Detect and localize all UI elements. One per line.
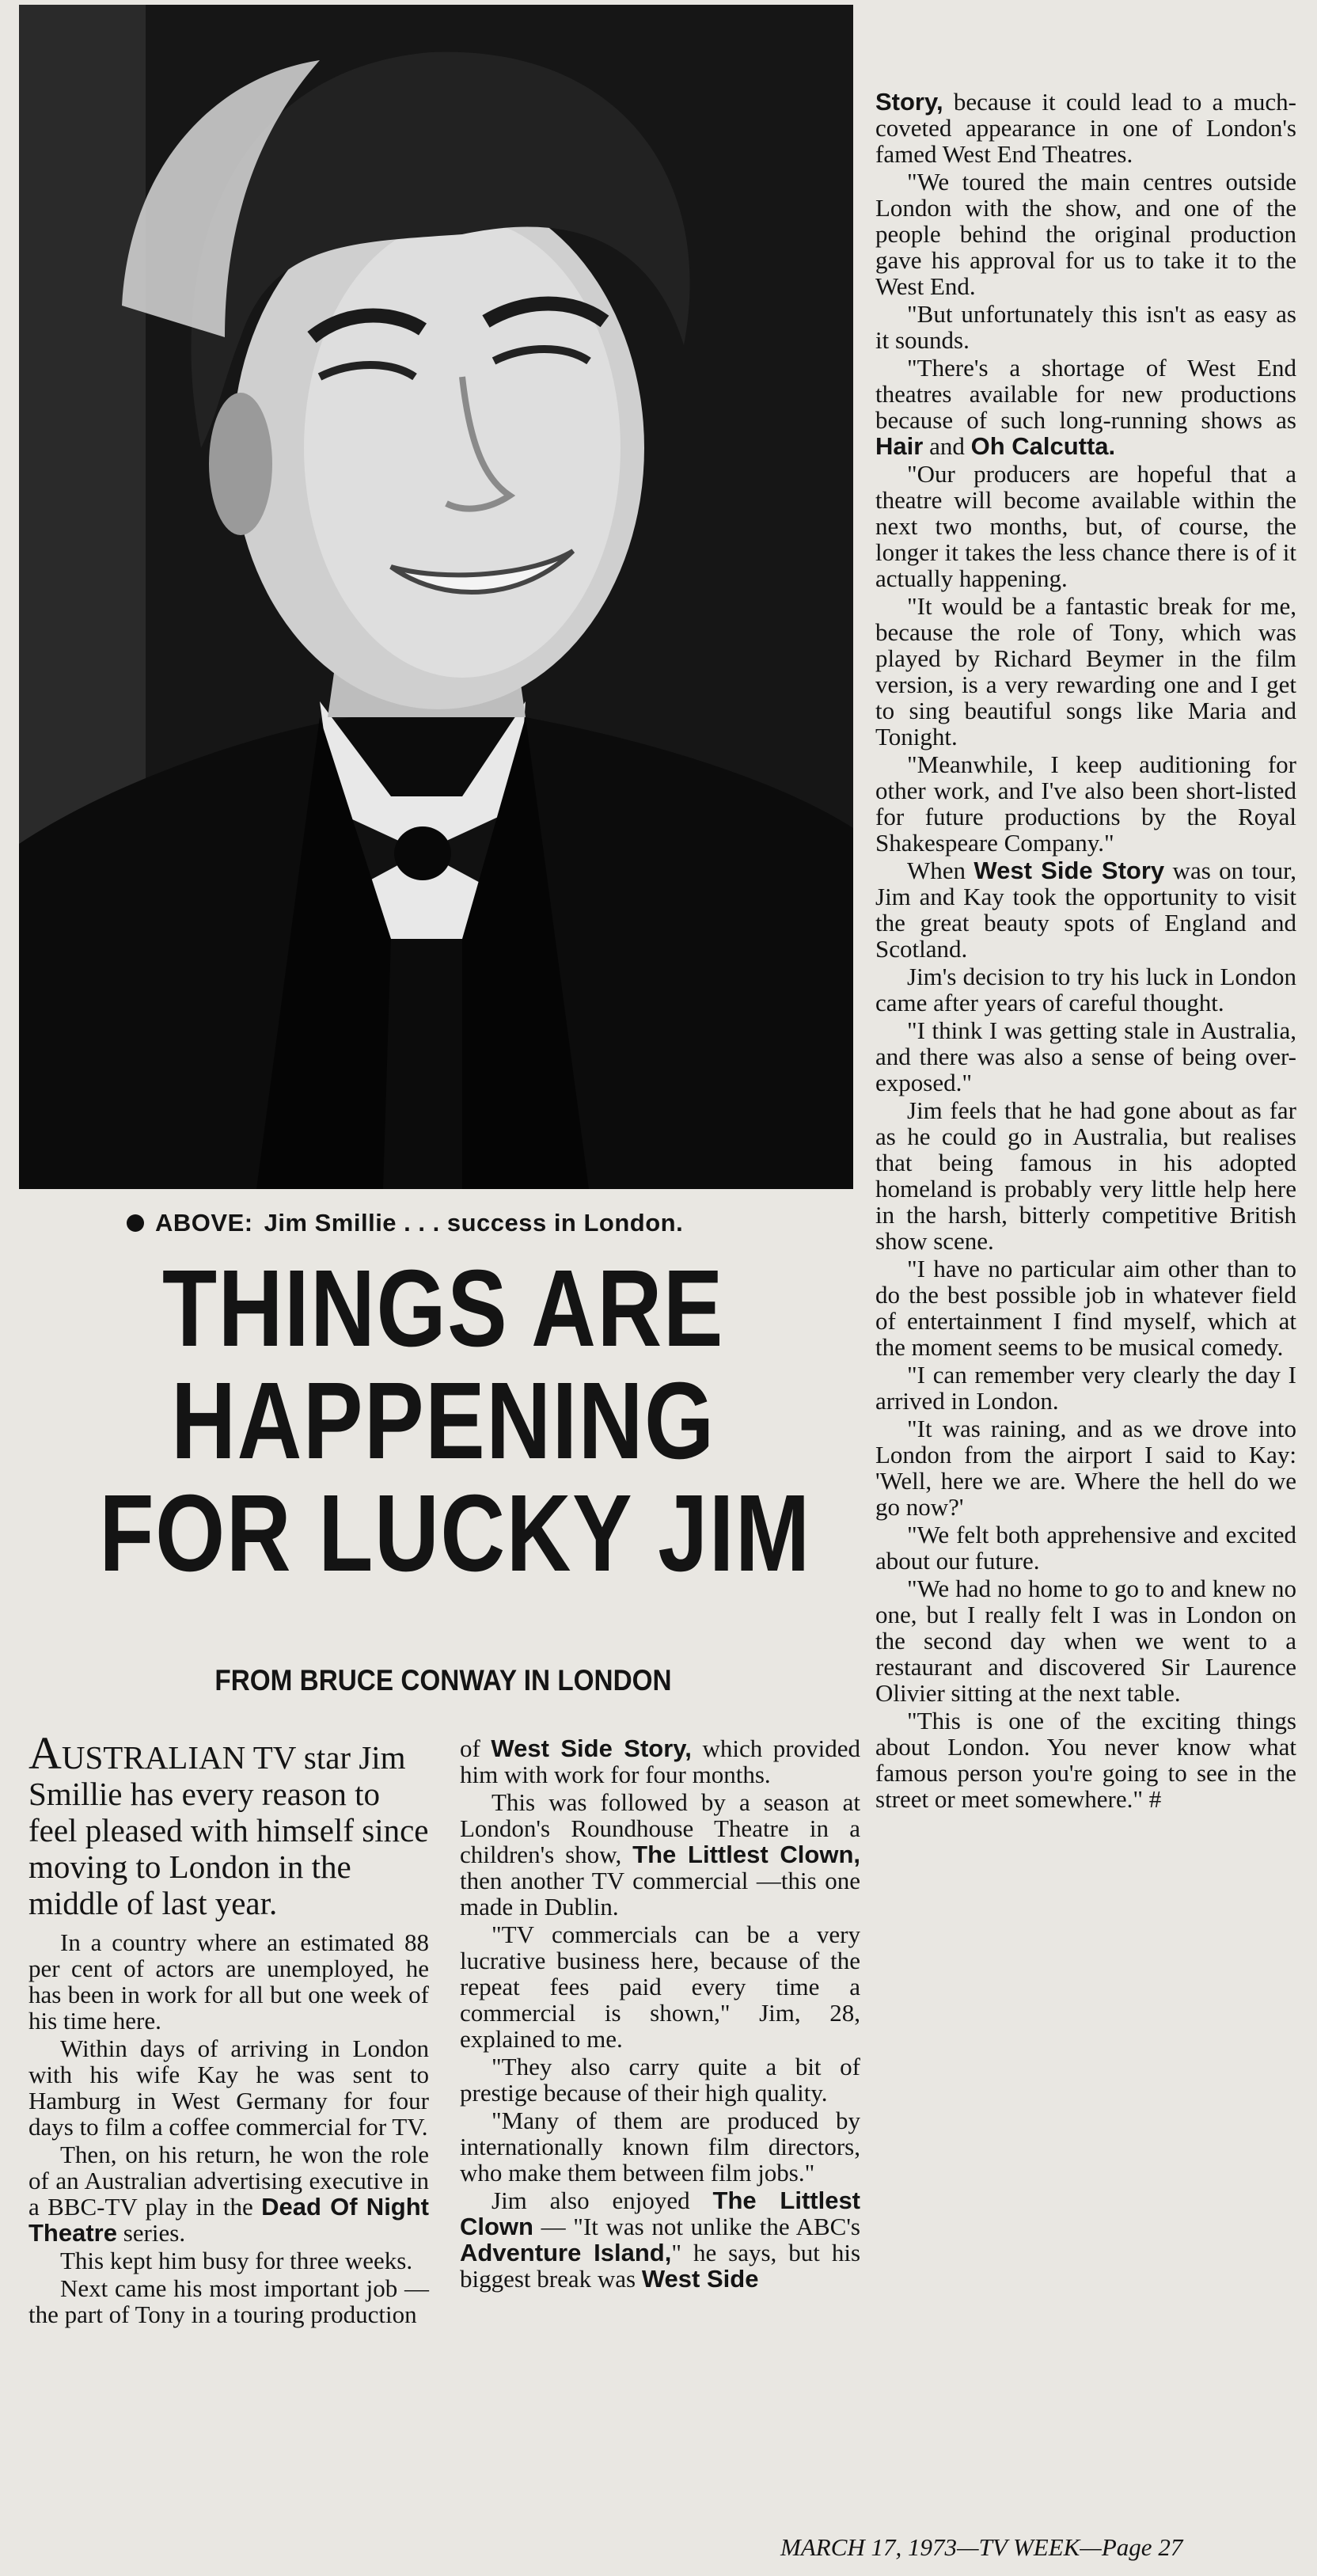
paragraph: "They also carry quite a bit of prestige because of their high quality. — [460, 2053, 860, 2107]
text-run: then another TV commercial —this one made in Dublin. — [460, 1867, 860, 1921]
paragraph: "We toured the main centres outside London with the show, and one of the people behind the original production gave his approval for us to take it to the West End. — [875, 168, 1296, 300]
text-run: series. — [116, 2219, 186, 2247]
paragraph: Next came his most important job — the part of Tony in a touring production — [28, 2274, 429, 2328]
byline: FROM BRUCE CONWAY IN LONDON — [214, 1664, 672, 1696]
bold-title: The Littlest Clown, — [632, 1841, 860, 1868]
bold-title: Dead Of Night Theatre — [28, 2193, 429, 2247]
paragraph — [875, 89, 1296, 167]
bold-title: Hair — [875, 432, 924, 460]
lead-text: USTRALIAN TV star Jim Smillie has every reason to feel pleased with himself since moving to London in the middle of last year. — [28, 1739, 429, 1921]
paragraph — [875, 355, 1296, 459]
text-run: When — [907, 857, 974, 884]
headline — [24, 1248, 863, 1594]
page-footer: MARCH 17, 1973—TV WEEK—Page 27 — [780, 2533, 1183, 2561]
article-column-3 — [875, 89, 1296, 1814]
paragraph: "This is one of the exciting things about London. You never know what famous person you're going to see in the street or meet somewhere." # — [875, 1707, 1296, 1813]
paragraph — [875, 857, 1296, 962]
text-run: was on tour, Jim and Kay took the opportunity to visit the great beauty spots of England and Scotland. — [875, 857, 1296, 963]
paragraph: "I think I was getting stale in Australia, and there was also a sense of being over-exposed." — [875, 1016, 1296, 1096]
bold-title: Adventure Island, — [460, 2239, 672, 2266]
paragraph: Within days of arriving in London with his wife Kay he was sent to Hamburg in West Germany for four days to film a coffee commercial for TV. — [28, 2035, 429, 2141]
article-column-1 — [28, 1727, 429, 2329]
drop-cap: A — [28, 1727, 62, 1779]
paragraph: Jim feels that he had gone about as far as he could go in Australia, but realises that being famous in his adopted homeland is probably very little help here in the harsh, bitterly competitive British show scene. — [875, 1096, 1296, 1255]
caption-label: ABOVE: — [155, 1209, 253, 1237]
lead-paragraph — [28, 1727, 429, 1921]
bold-title: The Littlest Clown — [460, 2187, 861, 2240]
text-run: because it could lead to a much-coveted appearance in one of London's famed West End Theatres. — [875, 88, 1296, 168]
headline-line-3: FOR LUCKY JIM — [99, 1472, 811, 1594]
text-run: " he says, but his biggest break was — [460, 2239, 861, 2293]
text-run: Jim also enjoyed — [492, 2187, 713, 2214]
paragraph: "Our producers are hopeful that a theatre will become available within the next two months, but, of course, the longer it takes the less chance there is of it actually happening. — [875, 460, 1296, 592]
bullet-icon — [127, 1214, 144, 1232]
bold-title: Oh Calcutta. — [970, 432, 1116, 460]
paragraph: "Many of them are produced by internationally known film directors, who make them between film jobs." — [460, 2107, 860, 2187]
paragraph: In a country where an estimated 88 per cent of actors are unemployed, he has been in work for all but one week of his time here. — [28, 1928, 429, 2035]
paragraph — [460, 1735, 860, 1788]
paragraph: "It was raining, and as we drove into London from the airport I said to Kay: 'Well, here we are. Where the hell do we go now?' — [875, 1415, 1296, 1521]
text-run: This was followed by a season at London's Roundhouse Theatre in a children's show, — [460, 1788, 860, 1868]
bold-title: West Side — [641, 2265, 759, 2293]
article-column-2 — [460, 1735, 860, 2293]
headline-line-1: THINGS ARE — [161, 1248, 725, 1370]
photo-caption — [127, 1209, 683, 1237]
bold-title: Story, — [875, 88, 943, 116]
portrait-photo — [19, 5, 853, 1189]
paragraph — [460, 2187, 860, 2292]
text-run: which provided him with work for four months. — [460, 1734, 860, 1788]
paragraph — [460, 1789, 860, 1920]
text-run: Then, on his return, he won the role of an Australian advertising executive in a BBC-TV play in the — [28, 2141, 429, 2221]
paragraph — [28, 2141, 429, 2246]
text-run: — "It was not unlike the ABC's — [533, 2213, 860, 2240]
bold-title: West Side Story — [974, 857, 1165, 884]
paragraph: Jim's decision to try his luck in London came after years of careful thought. — [875, 963, 1296, 1016]
paragraph: "But unfortunately this isn't as easy as it sounds. — [875, 300, 1296, 354]
paragraph: "Meanwhile, I keep auditioning for other work, and I've also been short-listed for future productions by the Royal Shakespeare Company." — [875, 750, 1296, 857]
bold-title: West Side Story, — [491, 1734, 692, 1762]
portrait-illustration — [19, 5, 853, 1189]
text-run: of — [460, 1734, 492, 1762]
paragraph: "I can remember very clearly the day I arrived in London. — [875, 1361, 1296, 1415]
headline-line-2: HAPPENING — [171, 1360, 715, 1482]
paragraph: "I have no particular aim other than to do the best possible job in whatever field of entertainment I find myself, which at the moment seems to be musical comedy. — [875, 1255, 1296, 1361]
paragraph: "We felt both apprehensive and excited about our future. — [875, 1521, 1296, 1575]
paragraph: "It would be a fantastic break for me, because the role of Tony, which was played by Richard Beymer in the film version, is a very rewarding one and I get to sing beautiful songs like Maria and Tonight. — [875, 592, 1296, 750]
paragraph: "We had no home to go to and knew no one, but I really felt I was in London on the second day when we went to a restaurant and discovered Sir Laurence Olivier sitting at the next table. — [875, 1575, 1296, 1707]
paragraph: "TV commercials can be a very lucrative business here, because of the repeat fees paid every time a commercial is shown," Jim, 28, explained to me. — [460, 1921, 860, 2053]
paragraph: This kept him busy for three weeks. — [60, 2247, 413, 2274]
text-run: and — [923, 432, 971, 460]
caption-text: Jim Smillie . . . success in London. — [264, 1209, 684, 1237]
text-run: "There's a shortage of West End theatres available for new productions because of such long-running shows as — [875, 354, 1296, 434]
